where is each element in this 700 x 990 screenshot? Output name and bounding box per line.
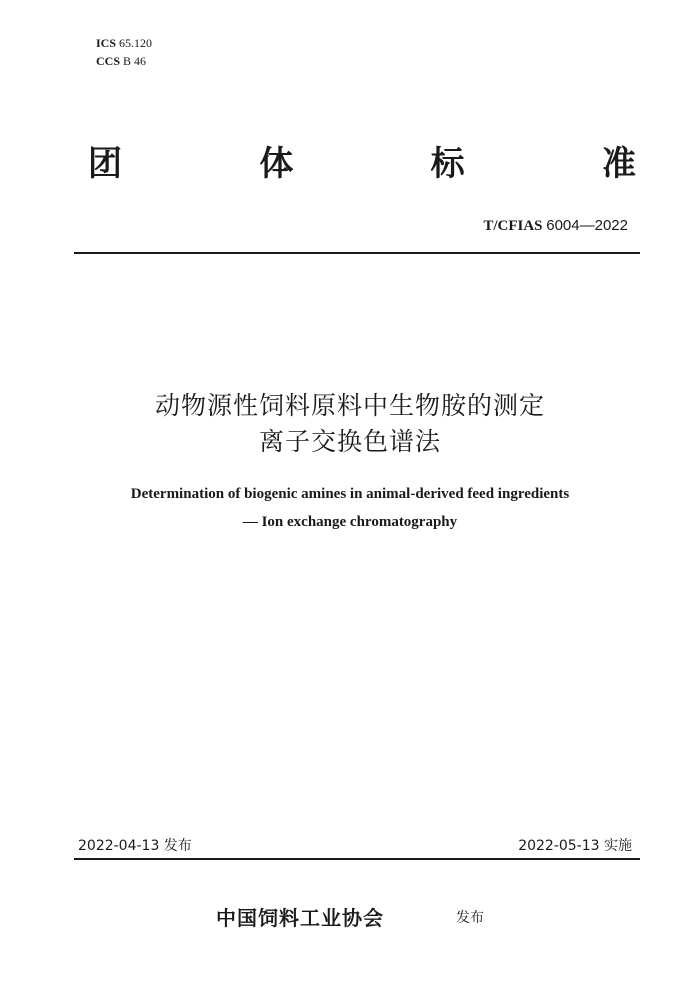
ccs-code — [96, 52, 152, 70]
bottom-divider — [74, 858, 640, 860]
top-divider — [74, 252, 640, 254]
standard-prefix: T/CFIAS — [483, 218, 543, 234]
doctype-char-2: 体 — [259, 144, 294, 184]
standard-number — [483, 217, 628, 235]
ics-label: ICS — [96, 36, 117, 50]
document-type-heading — [88, 136, 636, 185]
english-title-line-2: — Ion exchange chromatography — [242, 514, 458, 530]
chinese-title-line-2: 离子交换色谱法 — [258, 427, 441, 456]
implementation-date: 2022-05-13 实施 — [518, 838, 632, 854]
ccs-value: B 46 — [123, 54, 147, 68]
issue-date: 2022-04-13 发布 — [78, 838, 192, 854]
ics-value: 65.120 — [119, 36, 153, 50]
english-title-line-1: Determination of biogenic amines in animal-derived feed ingredients — [130, 486, 570, 502]
doctype-char-1: 团 — [88, 144, 122, 184]
doctype-char-3: 标 — [430, 144, 465, 184]
classification-codes — [96, 34, 152, 70]
doctype-char-4: 准 — [601, 144, 636, 184]
standard-code: 6004—2022 — [546, 217, 628, 234]
ccs-label: CCS — [96, 54, 121, 68]
publish-label: 发布 — [456, 910, 484, 926]
ics-code — [96, 34, 152, 52]
publisher-name: 中国饲料工业协会 — [216, 906, 384, 930]
chinese-title-line-1: 动物源性饲料原料中生物胺的测定 — [154, 391, 545, 420]
